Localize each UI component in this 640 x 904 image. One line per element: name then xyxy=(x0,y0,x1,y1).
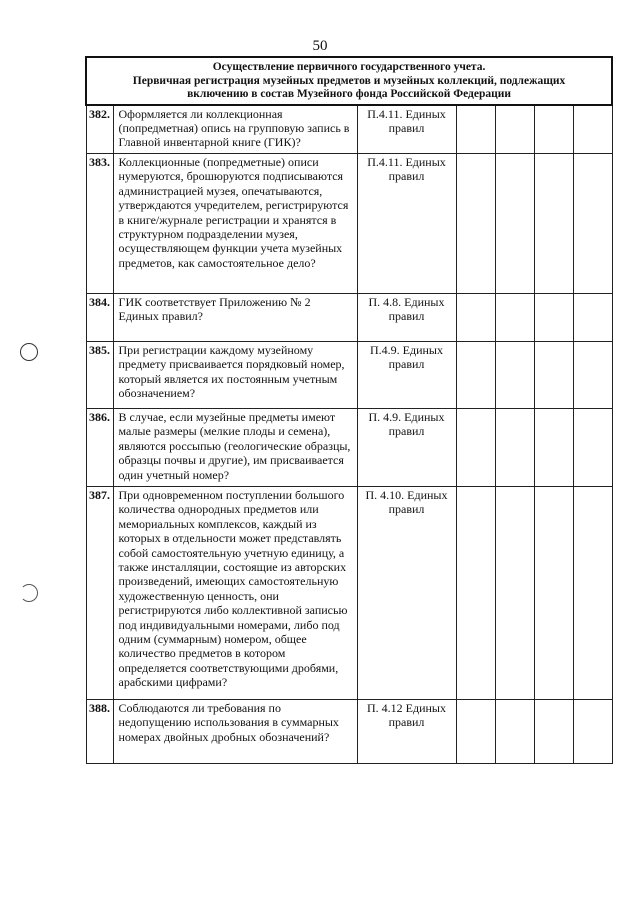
answer-cell xyxy=(495,105,534,154)
section-title xyxy=(86,57,612,105)
table-row xyxy=(86,700,612,764)
answer-cell xyxy=(495,342,534,409)
punch-hole-mark xyxy=(20,584,38,602)
punch-hole-mark xyxy=(20,343,38,361)
table-row xyxy=(86,342,612,409)
table-row xyxy=(86,154,612,294)
reference: П. 4.9. Единых правил xyxy=(357,409,456,487)
answer-cell xyxy=(573,409,612,487)
row-number: 384. xyxy=(86,294,113,342)
row-number: 388. xyxy=(86,700,113,764)
reference: П. 4.12 Единых правил xyxy=(357,700,456,764)
reference: П. 4.10. Единых правил xyxy=(357,487,456,700)
answer-cell xyxy=(456,154,495,294)
section-title-line2: Первичная регистрация музейных предметов и музейных коллекций, подлежащих xyxy=(132,74,566,87)
answer-cell xyxy=(573,294,612,342)
answer-cell xyxy=(456,105,495,154)
reference: П.4.11. Единых правил xyxy=(357,154,456,294)
reference: П. 4.8. Единых правил xyxy=(357,294,456,342)
answer-cell xyxy=(573,700,612,764)
question-text: При регистрации каждому музейному предмету присваивается порядковый номер, который является их постоянным учетным обозначением? xyxy=(113,342,357,409)
answer-cell xyxy=(495,294,534,342)
section-title-line3: включению в состав Музейного фонда Российской Федерации xyxy=(187,88,511,100)
answer-cell xyxy=(456,700,495,764)
answer-cell xyxy=(495,700,534,764)
table-row xyxy=(86,487,612,700)
answer-cell xyxy=(534,294,573,342)
row-number: 386. xyxy=(86,409,113,487)
question-text: Оформляется ли коллекционная (попредметная) опись на групповую запись в Главной инвентарной книге (ГИК)? xyxy=(113,105,357,154)
answer-cell xyxy=(495,409,534,487)
question-text: ГИК соответствует Приложению № 2 Единых правил? xyxy=(113,294,357,342)
answer-cell xyxy=(534,700,573,764)
answer-cell xyxy=(534,487,573,700)
answer-cell xyxy=(573,342,612,409)
row-number: 385. xyxy=(86,342,113,409)
table-row xyxy=(86,294,612,342)
row-number: 387. xyxy=(86,487,113,700)
answer-cell xyxy=(495,154,534,294)
answer-cell xyxy=(456,487,495,700)
answer-cell xyxy=(573,105,612,154)
question-text: Соблюдаются ли требования по недопущению использования в суммарных номерах двойных дробных обозначений? xyxy=(113,700,357,764)
table-row xyxy=(86,409,612,487)
answer-cell xyxy=(534,105,573,154)
answer-cell xyxy=(573,487,612,700)
question-text: В случае, если музейные предметы имеют малые размеры (мелкие плоды и семена), являются россыпью (геологические образцы, образцы почвы и другие), им присваивается один учетный номер? xyxy=(113,409,357,487)
table-row xyxy=(86,105,612,154)
question-text: Коллекционные (попредметные) описи нумеруются, брошюруются подписываются администрацией музея, опечатываются, утверждаются учредителем, регистрируются в книге/журнале регистрации и хранятся в структурном подразделении музея, осуществляющем функции учета музейных предметов, как самостоятельное дело? xyxy=(113,154,357,294)
row-number: 383. xyxy=(86,154,113,294)
section-header-row xyxy=(86,57,612,105)
answer-cell xyxy=(456,342,495,409)
answer-cell xyxy=(573,154,612,294)
answer-cell xyxy=(534,154,573,294)
question-text: При одновременном поступлении большого количества однородных предметов или мемориальных комплексов, каждый из которых в отдельности может представлять собой самостоятельную учетную единицу, а также инсталляции, состоящие из авторских произведений, имеющих самостоятельную художественную ценность, они регистрируются либо коллективной записью под индивидуальными номерами, либо под одним (суммарным) номером, общее количество предметов в котором определяется соответствующими дробями, арабскими цифрами? xyxy=(113,487,357,700)
reference: П.4.9. Единых правил xyxy=(357,342,456,409)
section-title-line1: Осуществление первичного государственного учета. xyxy=(212,61,486,73)
answer-cell xyxy=(495,487,534,700)
answer-cell xyxy=(534,342,573,409)
answer-cell xyxy=(534,409,573,487)
answer-cell xyxy=(456,409,495,487)
reference: П.4.11. Единых правил xyxy=(357,105,456,154)
page-number: 50 xyxy=(312,38,328,54)
row-number: 382. xyxy=(86,105,113,154)
checklist-table xyxy=(85,56,613,764)
answer-cell xyxy=(456,294,495,342)
